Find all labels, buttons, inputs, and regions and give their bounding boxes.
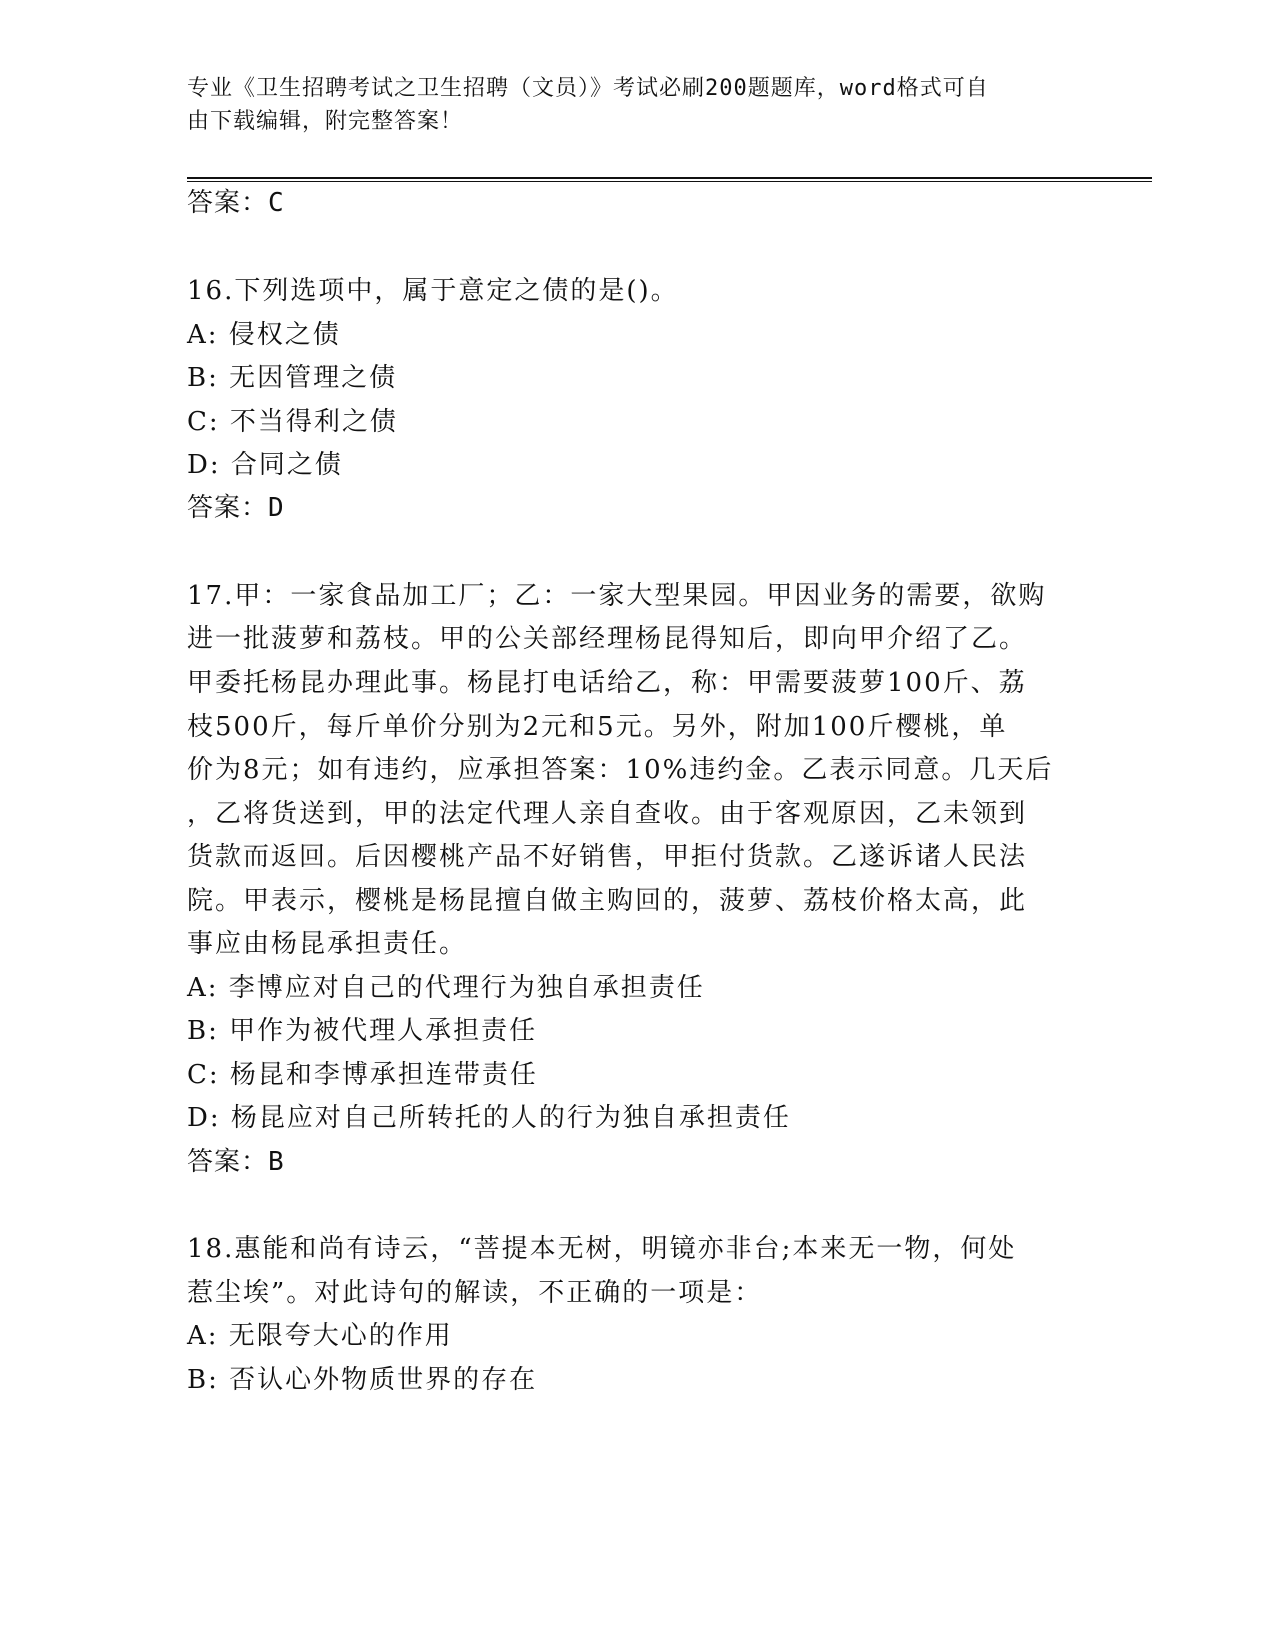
header-line-2: 由下载编辑，附完整答案！ (187, 109, 464, 134)
question-17-option-d: D: 杨昆应对自己所转托的人的行为独自承担责任 (187, 1103, 791, 1133)
question-16-option-b: B: 无因管理之债 (187, 363, 398, 393)
question-17-option-b: B: 甲作为被代理人承担责任 (187, 1016, 538, 1046)
question-17-line-7: 货款而返回。后因樱桃产品不好销售，甲拒付货款。乙遂诉诸人民法 (187, 842, 1028, 872)
question-17-line-4: 枝500斤，每斤单价分别为2元和5元。另外，附加100斤樱桃，单 (187, 712, 1008, 742)
question-18-option-b: B: 否认心外物质世界的存在 (187, 1365, 538, 1395)
answer-label: 答案： (187, 493, 269, 523)
question-18-line-1: 18.惠能和尚有诗云，“菩提本无树，明镜亦非台;本来无一物，何处 (187, 1234, 1017, 1264)
question-16-option-a: A: 侵权之债 (187, 320, 341, 350)
header-divider (187, 177, 1152, 179)
answer-value: B (268, 1147, 285, 1177)
question-18-line-2: 惹尘埃”。对此诗句的解读，不正确的一项是： (187, 1278, 763, 1308)
answer-label: 答案： (187, 188, 269, 218)
question-16-text: 16.下列选项中，属于意定之债的是()。 (187, 276, 679, 306)
question-18-option-a: A: 无限夸大心的作用 (187, 1321, 453, 1351)
question-17-answer (187, 1145, 285, 1179)
question-16-option-d: D: 合同之债 (187, 450, 343, 480)
question-17-line-1: 17.甲：一家食品加工厂；乙：一家大型果园。甲因业务的需要，欲购 (187, 581, 1047, 611)
page-header (187, 72, 1067, 138)
question-17-line-9: 事应由杨昆承担责任。 (187, 929, 468, 959)
question-16-option-c: C: 不当得利之债 (187, 407, 398, 437)
question-17-line-3: 甲委托杨昆办理此事。杨昆打电话给乙，称：甲需要菠萝100斤、荔 (187, 668, 1027, 698)
answer-value: C (268, 188, 285, 218)
question-17-line-2: 进一批菠萝和荔枝。甲的公关部经理杨昆得知后，即向甲介绍了乙。 (187, 624, 1028, 654)
question-17-line-5: 价为8元；如有违约，应承担答案：10%违约金。乙表示同意。几天后 (187, 755, 1054, 785)
header-divider-thin (187, 181, 1152, 182)
header-line-1: 专业《卫生招聘考试之卫生招聘（文员）》考试必刷200题题库，word格式可自 (187, 76, 989, 101)
question-17-option-a: A: 李博应对自己的代理行为独自承担责任 (187, 973, 705, 1003)
question-17-line-8: 院。甲表示，樱桃是杨昆擅自做主购回的，菠萝、荔枝价格太高，此 (187, 886, 1028, 916)
question-17-option-c: C: 杨昆和李博承担连带责任 (187, 1060, 538, 1090)
answer-label: 答案： (187, 1147, 269, 1177)
question-16-answer (187, 491, 285, 525)
answer-value: D (268, 493, 285, 523)
question-17-line-6: ，乙将货送到，甲的法定代理人亲自查收。由于客观原因，乙未领到 (187, 799, 1028, 829)
answer-line (187, 186, 285, 220)
